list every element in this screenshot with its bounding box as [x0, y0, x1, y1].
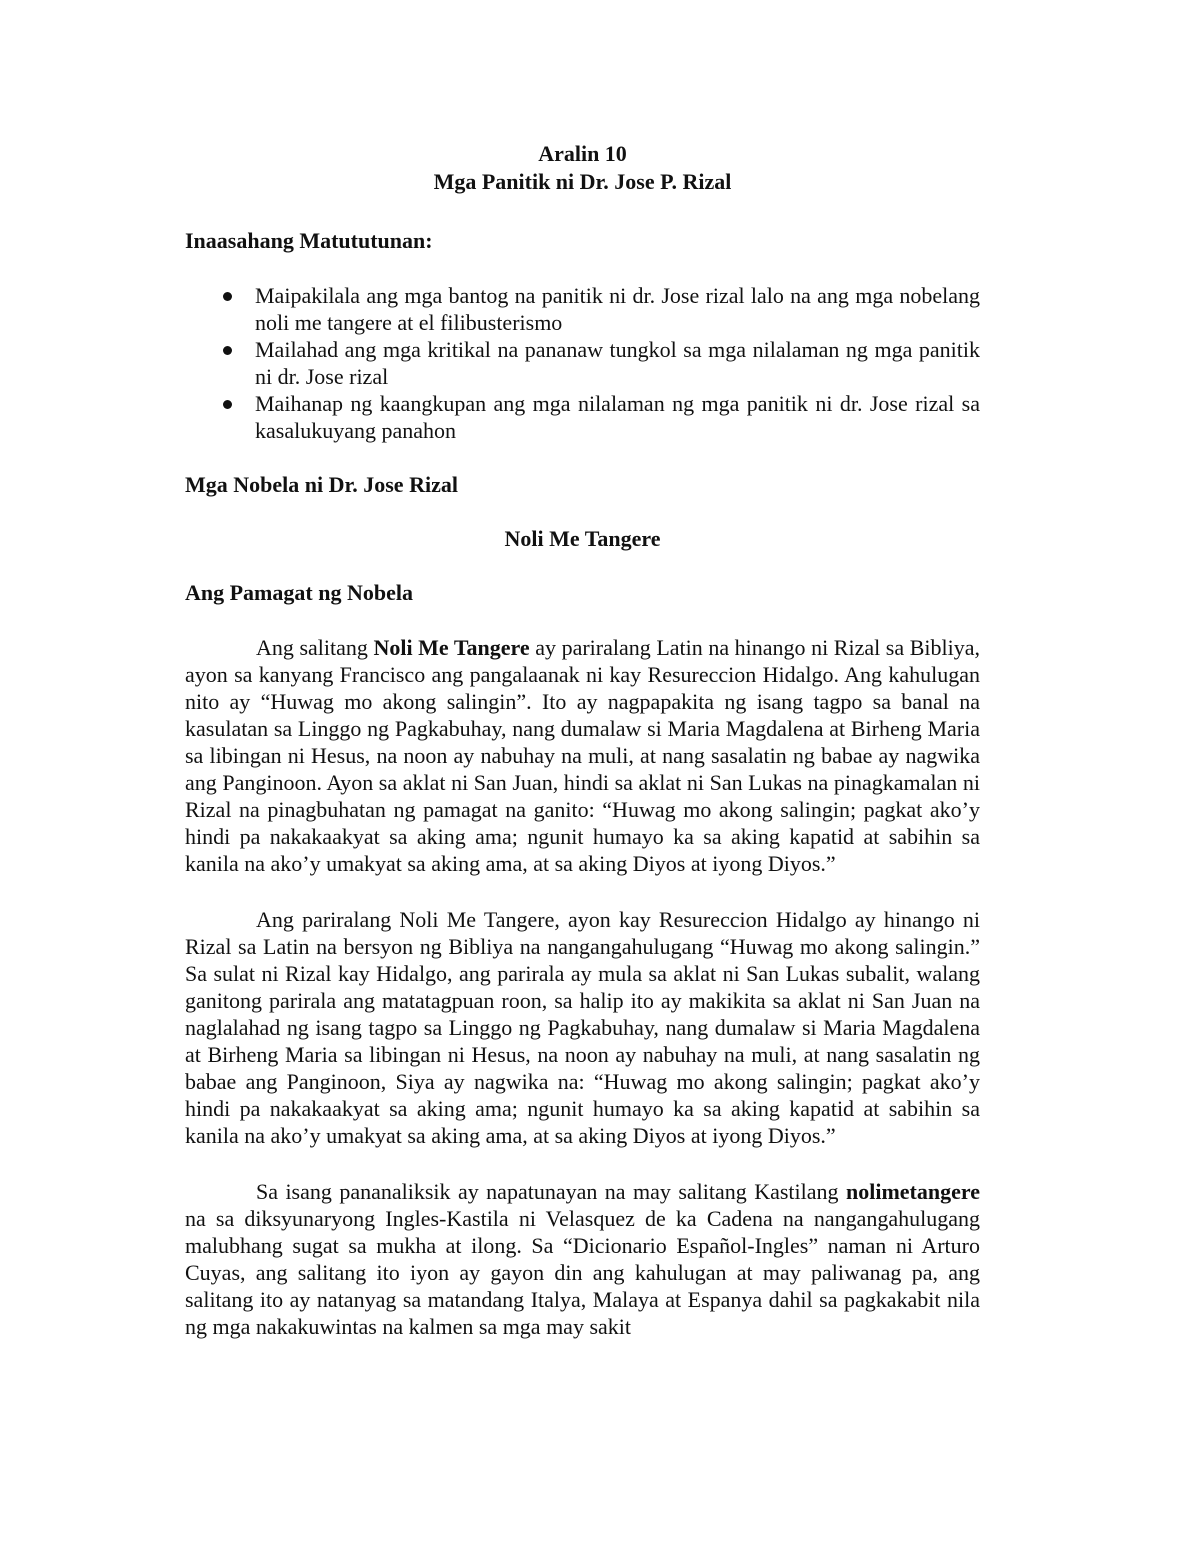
paragraph-research — [185, 1178, 980, 1340]
paragraph-text: Sa isang pananaliksik ay napatunayan na may salitang Kastilang — [256, 1179, 846, 1204]
paragraph-text: ay pariralang Latin na hinango ni Rizal sa Bibliya, ayon sa kanyang Francisco ang pangalaanak ni kay Resureccion Hidalgo. Ang kahulugan nito ay “Huwag mo akong salingin”. Ito ay nagpapakita ng isang tagpo sa banal na kasulatan sa Linggo ng Pagkabuhay, nang dumalaw si Maria Magdalena at Birheng Maria sa libingan ni Hesus, na noon ay nabuhay na muli, at nang sasalatin ng babae ay nagwika ang Panginoon. Ayon sa aklat ni San Juan, hindi sa aklat ni San Lukas na pinagkamalan ni Rizal na pinagbuhatan ng pamagat na ganito: “Huwag mo akong salingin; pagkat ako’y hindi pa nakakaakyat sa aking ama; ngunit humayo ka sa aking kapatid at sabihin sa kanila na ako’y umakyat sa aking ama, at sa aking Diyos at iyong Diyos.” — [185, 635, 980, 876]
bullet-icon — [223, 292, 232, 301]
paragraph-hidalgo: Ang pariralang Noli Me Tangere, ayon kay Resureccion Hidalgo ay hinango ni Rizal sa Latin na bersyon ng Bibliya na nangangahulugang “Huwag mo akong salingin.” Sa sulat ni Rizal kay Hidalgo, ang parirala ay mula sa aklat ni San Lukas subalit, walang ganitong parirala ang matatagpuan roon, sa halip ito ay makikita sa aklat ni San Juan na naglalahad ng isang tagpo sa Linggo ng Pagkabuhay, nang dumalaw si Maria Magdalena at Birheng Maria sa libingan ni Hesus, na noon ay nabuhay na muli, at nang sasalatin ng babae ang Panginoon, Siya ay nagwika na: “Huwag mo akong salingin; pagkat ako’y hindi pa nakakaakyat sa aking ama; ngunit humayo ka sa aking kapatid at sabihin sa kanila na ako’y umakyat sa aking ama, at sa aking Diyos at iyong Diyos.” — [185, 907, 980, 1148]
paragraph-title-origin — [185, 634, 980, 877]
objective-text: Mailahad ang mga kritikal na pananaw tungkol sa mga nilalaman ng mga panitik ni dr. Jose rizal — [255, 337, 980, 389]
bullet-icon — [223, 400, 232, 409]
objectives-list — [185, 282, 980, 444]
objectives-heading: Inaasahang Matututunan: — [185, 228, 433, 253]
objective-item — [185, 282, 980, 336]
section-heading: Ang Pamagat ng Nobela — [185, 580, 413, 605]
objective-item — [185, 390, 980, 444]
paragraph-text: Ang salitang — [256, 635, 374, 660]
lesson-header — [185, 140, 980, 196]
objective-item — [185, 336, 980, 390]
objective-text: Maipakilala ang mga bantog na panitik ni dr. Jose rizal lalo na ang mga nobelang noli me tangere at el filibusterismo — [255, 283, 980, 335]
lesson-title: Mga Panitik ni Dr. Jose P. Rizal — [433, 169, 732, 194]
document-page — [185, 140, 980, 1340]
objective-text: Maihanap ng kaangkupan ang mga nilalaman ng mga panitik ni dr. Jose rizal sa kasalukuyang panahon — [255, 391, 980, 443]
emphasis-term: nolimetangere — [845, 1179, 980, 1204]
lesson-number: Aralin 10 — [538, 141, 627, 166]
bullet-icon — [223, 346, 232, 355]
emphasis-term: Noli Me Tangere — [373, 635, 530, 660]
novels-heading: Mga Nobela ni Dr. Jose Rizal — [185, 472, 458, 497]
paragraph-text: na sa diksyunaryong Ingles-Kastila ni Velasquez de ka Cadena na nangangahulugang malubhang sugat sa mukha at ilong. Sa “Dicionario Español-Ingles” naman ni Arturo Cuyas, ang salitang ito iyon ay gayon din ang kahulugan at may paliwanag pa, ang salitang ito ay natanyag sa matandang Italya, Malaya at Espanya dahil sa pagkakabit nila ng mga nakakuwintas na kalmen sa mga may sakit — [185, 1206, 980, 1339]
novel-title: Noli Me Tangere — [504, 526, 661, 551]
